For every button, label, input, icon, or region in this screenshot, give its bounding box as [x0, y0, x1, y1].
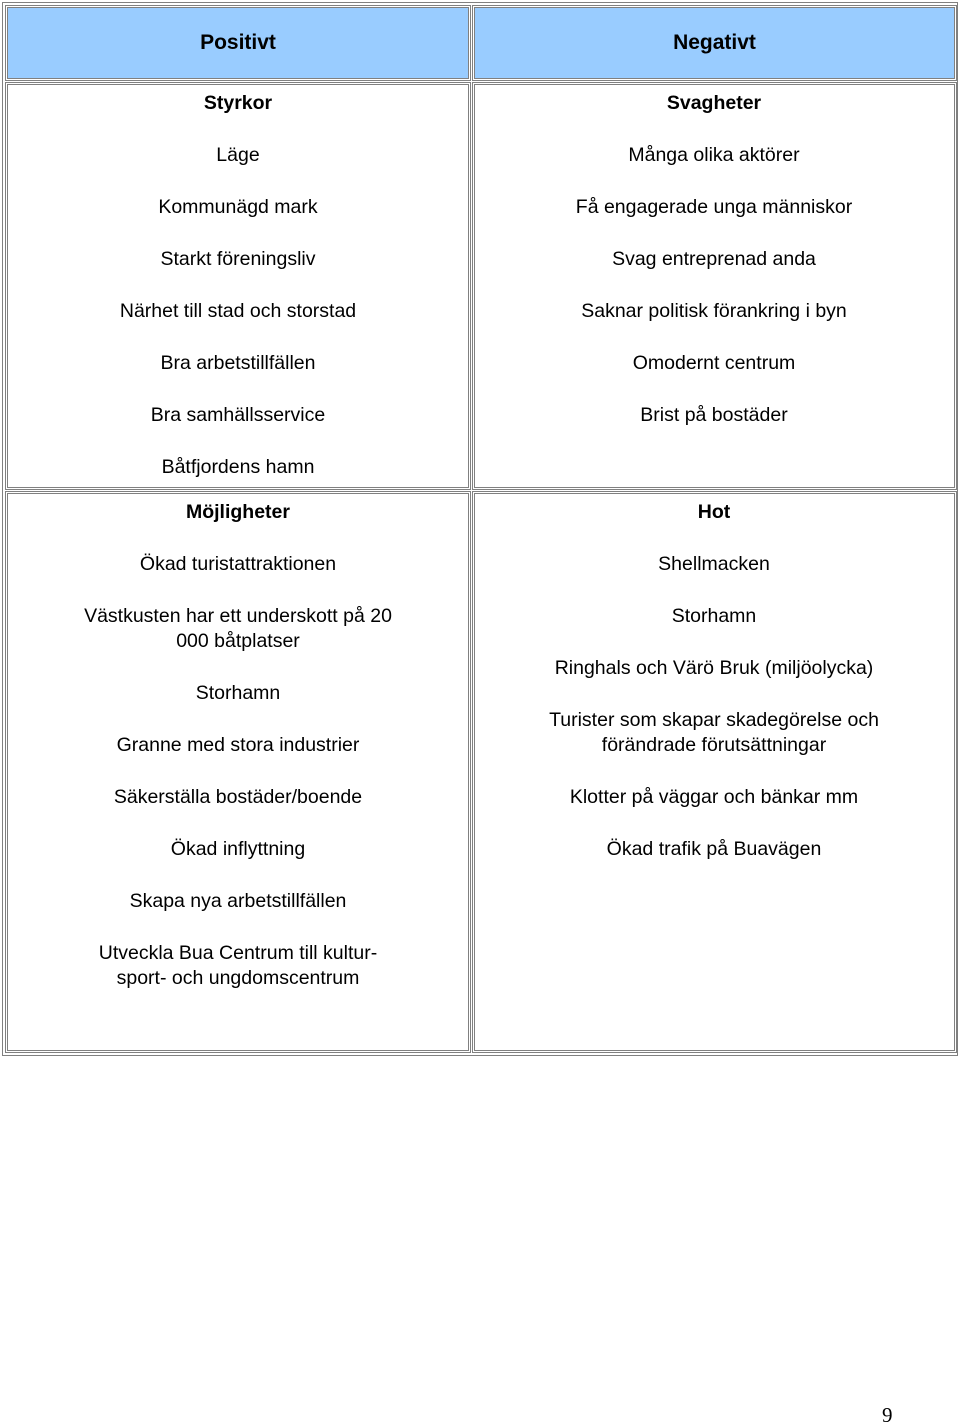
weakness-item: Få engagerade unga människor — [575, 196, 853, 218]
strengths-title: Styrkor — [203, 92, 273, 114]
header-negative-label: Negativt — [673, 31, 756, 54]
threat-item: Ökad trafik på Buavägen — [606, 838, 822, 860]
strength-item: Båtfjordens hamn — [161, 456, 315, 478]
strength-item: Läge — [216, 144, 260, 166]
opportunity-item: Västkusten har ett underskott på 20 000 båtplatser — [84, 605, 392, 652]
threats-title: Hot — [697, 501, 731, 523]
threat-item: Turister som skapar skadegörelse och förändrade förutsättningar — [549, 709, 879, 756]
opportunity-item: Ökad turistattraktionen — [139, 553, 337, 575]
opportunity-item: Ökad inflyttning — [170, 838, 306, 860]
header-negative — [474, 7, 955, 79]
threat-item: Shellmacken — [658, 553, 770, 575]
weaknesses-column — [484, 91, 944, 428]
opportunity-item: Utveckla Bua Centrum till kultur-sport- och ungdomscentrum — [98, 942, 378, 989]
threat-item: Ringhals och Värö Bruk (miljöolycka) — [554, 657, 874, 679]
weakness-item: Många olika aktörer — [628, 144, 800, 166]
header-positive — [7, 7, 469, 79]
weakness-item: Brist på bostäder — [640, 404, 788, 426]
header-positive-label: Positivt — [200, 31, 276, 54]
threat-item: Storhamn — [671, 605, 757, 627]
strength-item: Starkt föreningsliv — [160, 248, 316, 270]
threat-item: Klotter på väggar och bänkar mm — [569, 786, 859, 808]
strength-item: Bra samhällsservice — [150, 404, 326, 426]
opportunity-item: Storhamn — [195, 682, 281, 704]
weakness-item: Saknar politisk förankring i byn — [581, 300, 847, 322]
opportunities-column — [8, 500, 468, 991]
weakness-item: Omodernt centrum — [632, 352, 796, 374]
page-number: 9 — [882, 1403, 893, 1427]
strength-item: Närhet till stad och storstad — [119, 300, 357, 322]
strengths-column — [8, 91, 468, 480]
opportunity-item: Granne med stora industrier — [116, 734, 360, 756]
opportunities-title: Möjligheter — [185, 501, 290, 523]
opportunity-item: Säkerställa bostäder/boende — [113, 786, 363, 808]
opportunity-item: Skapa nya arbetstillfällen — [129, 890, 347, 912]
weakness-item: Svag entreprenad anda — [612, 248, 816, 270]
strength-item: Kommunägd mark — [158, 196, 318, 218]
threats-column — [484, 500, 944, 862]
weaknesses-title: Svagheter — [666, 92, 762, 114]
strength-item: Bra arbetstillfällen — [160, 352, 316, 374]
